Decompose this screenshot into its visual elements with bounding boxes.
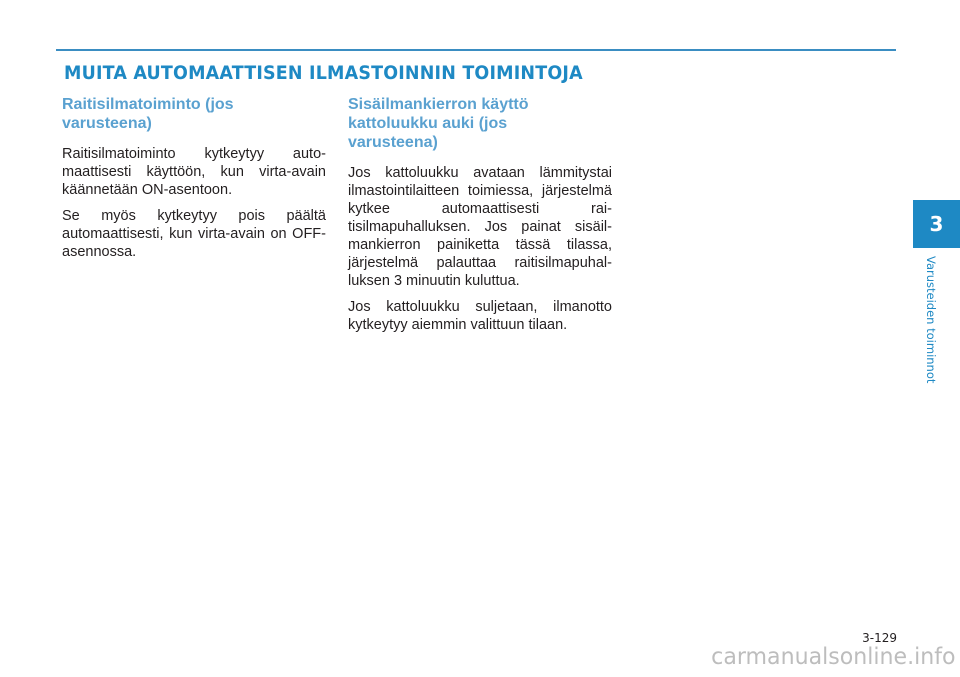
recirculation-heading-line3: varusteena) <box>348 134 438 151</box>
recirculation-heading-line2: kattoluukku auki (jos <box>348 115 508 132</box>
recirculation-heading-line1: Sisäilmankierron käyttö <box>348 96 529 113</box>
top-rule <box>56 49 896 51</box>
fresh-air-heading <box>62 95 326 133</box>
recirculation-heading <box>348 95 612 152</box>
fresh-air-paragraph-1: Raitisilmatoiminto kytkeytyy automaattisesti käyttöön, kun virta-avain käännetään ON-asentoon. <box>62 146 326 198</box>
fresh-air-heading-line2: varusteena) <box>62 115 152 132</box>
right-column <box>348 95 612 342</box>
left-column <box>62 95 326 269</box>
fresh-air-heading-line1: Raitisilmatoiminto (jos <box>62 96 234 113</box>
recirculation-paragraph-2: Jos kattoluukku suljetaan, ilmanotto kytkeytyy aiemmin valittuun tilaan. <box>348 299 612 333</box>
watermark: carmanualsonline.info <box>711 644 956 670</box>
fresh-air-paragraph-2: Se myös kytkeytyy pois päältä automaattisesti, kun virta-avain on OFF-asennossa. <box>62 208 326 260</box>
section-title: MUITA AUTOMAATTISEN ILMASTOINNIN TOIMINTOJA <box>64 62 583 84</box>
chapter-tab: 3 <box>913 200 960 248</box>
recirculation-paragraph-1: Jos kattoluukku avataan lämmitystai ilmastointilaitteen toimiessa, järjestelmä kytkee automaattisesti raitisilmapuhalluksen. Jos painat sisäilmankierron painiketta tässä tilassa, järjestelmä palauttaa raitisilmapuhalluksen 3 minuutin kuluttua. <box>348 165 612 289</box>
chapter-name: Varusteiden toiminnot <box>924 256 938 384</box>
page-number: 3-129 <box>862 631 897 645</box>
